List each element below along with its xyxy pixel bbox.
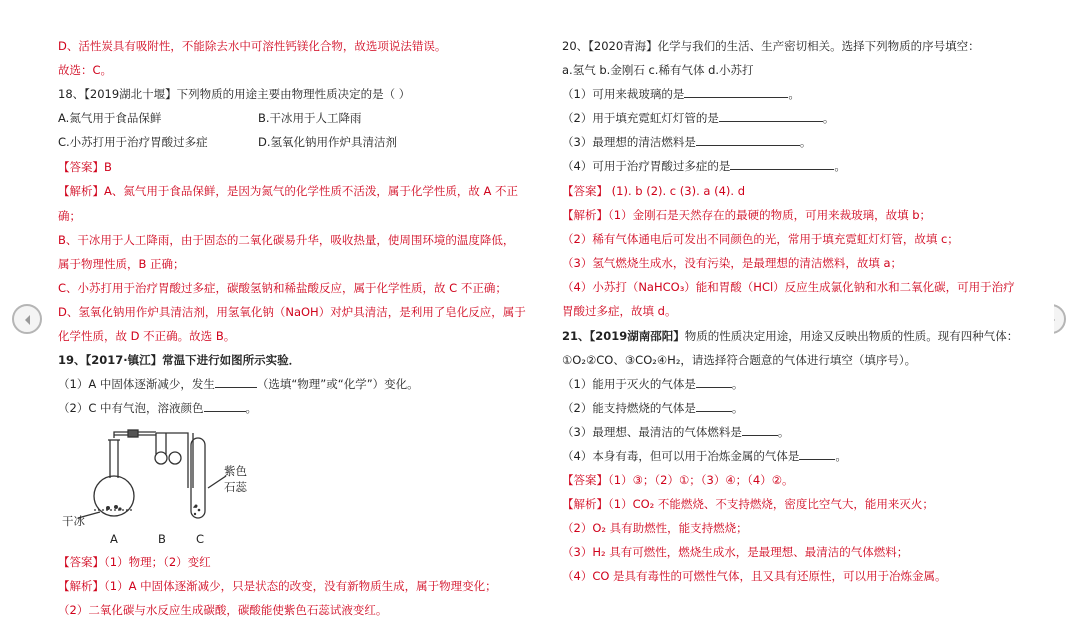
explanation-line: 【解析】（1）CO₂ 不能燃烧、不支持燃烧，密度比空气大，能用来灭火； bbox=[562, 497, 934, 511]
answer-blank bbox=[719, 110, 823, 122]
question-21-part-1: （1）能用于灭火的气体是 。 bbox=[562, 377, 744, 391]
question-19-part-2: （2）C 中有气泡，溶液颜色 。 bbox=[58, 401, 258, 415]
answer-19: 【答案】（1）物理；（2）变红 bbox=[58, 555, 211, 569]
explanation-line: C、小苏打用于治疗胃酸过多症，碳酸氢钠和稀盐酸反应，属于化学性质，故 C 不正确； bbox=[58, 281, 507, 295]
option-b: B.干冰用于人工降雨 bbox=[258, 111, 362, 125]
explanation-line: B、干冰用于人工降雨，由于固态的二氧化碳易升华，吸收热量，使周围环境的温度降低， bbox=[58, 233, 515, 247]
text-line: D、活性炭具有吸附性，不能除去水中可溶性钙镁化合物，故选项说法错误。 bbox=[58, 39, 447, 53]
answer-blank bbox=[742, 424, 778, 436]
question-21-part-4: （4）本身有毒，但可以用于冶炼金属的气体是 。 bbox=[562, 449, 847, 463]
answer-21: 【答案】（1）③；（2）①；（3）④；（4）②。 bbox=[562, 473, 794, 487]
explanation-line: 【解析】A、氮气用于食品保鲜，是因为氮气的化学性质不活泼，属于化学性质，故 A 不正 bbox=[58, 184, 519, 198]
explanation-line: （4）小苏打（NaHCO₃）能和胃酸（HCl）反应生成氯化钠和水和二氧化碳，可用于治疗 bbox=[562, 280, 1015, 294]
question-20: 20、【2020青海】化学与我们的生活、生产密切相关。选择下列物质的序号填空： bbox=[562, 39, 980, 53]
option-a: A.氮气用于食品保鲜 bbox=[58, 111, 162, 125]
question-20-options: a.氢气 b.金刚石 c.稀有气体 d.小苏打 bbox=[562, 63, 754, 77]
answer-blank bbox=[215, 376, 257, 388]
label-b: B bbox=[158, 532, 166, 546]
previous-page-button[interactable] bbox=[12, 304, 42, 334]
answer-blank bbox=[799, 448, 835, 460]
question-18: 18、【2019湖北十堰】下列物质的用途主要由物理性质决定的是（ ） bbox=[58, 87, 411, 101]
right-page bbox=[562, 18, 1054, 624]
answer-blank bbox=[730, 158, 834, 170]
answer-18: 【答案】B bbox=[58, 160, 112, 174]
explanation-line: D、氢氧化钠用作炉具清洁剂，用氢氧化钠（NaOH）对炉具清洁，是利用了皂化反应，属于 bbox=[58, 305, 526, 319]
left-page bbox=[58, 18, 550, 624]
question-20-part-4: （4）可用于治疗胃酸过多症的是 。 bbox=[562, 159, 846, 173]
experiment-figure bbox=[58, 428, 278, 548]
explanation-line: 属于物理性质，B 正确； bbox=[58, 257, 185, 271]
explanation-line: 化学性质，故 D 不正确。故选 B。 bbox=[58, 329, 236, 343]
explanation-line: 胃酸过多症，故填 d。 bbox=[562, 304, 677, 318]
explanation-line: （3）H₂ 具有可燃性，燃烧生成水，是最理想、最清洁的气体燃料； bbox=[562, 545, 909, 559]
explanation-line: （2）稀有气体通电后可发出不同颜色的光，常用于填充霓虹灯灯管，故填 c； bbox=[562, 232, 959, 246]
question-21-part-3: （3）最理想、最清洁的气体燃料是 。 bbox=[562, 425, 790, 439]
explanation-line: （4）CO 是具有毒性的可燃性气体，且又具有还原性，可以用于冶炼金属。 bbox=[562, 569, 947, 583]
answer-blank bbox=[696, 376, 732, 388]
label-purple: 紫色 bbox=[224, 464, 247, 478]
label-dry-ice: 干冰 bbox=[62, 514, 85, 528]
explanation-line: （2）O₂ 具有助燃性，能支持燃烧； bbox=[562, 521, 748, 535]
question-20-part-3: （3）最理想的清洁燃料是 。 bbox=[562, 135, 812, 149]
question-21-gases: ①O₂②CO、③CO₂④H₂，请选择符合题意的气体进行填空（填序号）。 bbox=[562, 353, 917, 367]
answer-blank bbox=[204, 400, 246, 412]
explanation-line: 【解析】（1）金刚石是天然存在的最硬的物质，可用来裁玻璃，故填 b； bbox=[562, 208, 932, 222]
option-d: D.氢氧化钠用作炉具清洁剂 bbox=[258, 135, 398, 149]
label-litmus: 石蕊 bbox=[224, 480, 247, 494]
answer-blank bbox=[696, 400, 732, 412]
answer-blank bbox=[696, 134, 800, 146]
chevron-left-icon bbox=[21, 313, 35, 327]
answer-blank bbox=[684, 86, 788, 98]
question-21-part-2: （2）能支持燃烧的气体是 。 bbox=[562, 401, 744, 415]
answer-20: 【答案】 (1). b (2). c (3). a (4). d bbox=[562, 184, 745, 198]
text-line: 故选：C。 bbox=[58, 63, 113, 77]
option-c: C.小苏打用于治疗胃酸过多症 bbox=[58, 135, 208, 149]
explanation-line: （2）二氧化碳与水反应生成碳酸，碳酸能使紫色石蕊试液变红。 bbox=[58, 603, 388, 617]
question-19: 19、【2017·镇江】常温下进行如图所示实验． bbox=[58, 353, 301, 367]
question-19-part-1: （1）A 中固体逐渐减少，发生 （选填“物理”或“化学”）变化。 bbox=[58, 377, 419, 391]
explanation-line: （3）氢气燃烧生成水，没有污染，是最理想的清洁燃料，故填 a； bbox=[562, 256, 903, 270]
label-c: C bbox=[196, 532, 205, 546]
question-20-part-2: （2）用于填充霓虹灯灯管的是 。 bbox=[562, 111, 835, 125]
question-20-part-1: （1）可用来裁玻璃的是 。 bbox=[562, 87, 800, 101]
question-21: 21、【2019湖南邵阳】物质的性质决定用途，用途又反映出物质的性质。现有四种气体： bbox=[562, 329, 1019, 343]
explanation-line: 【解析】（1）A 中固体逐渐减少，只是状态的改变，没有新物质生成，属于物理变化； bbox=[58, 579, 497, 593]
explanation-line: 确； bbox=[58, 209, 81, 223]
label-a: A bbox=[110, 532, 118, 546]
